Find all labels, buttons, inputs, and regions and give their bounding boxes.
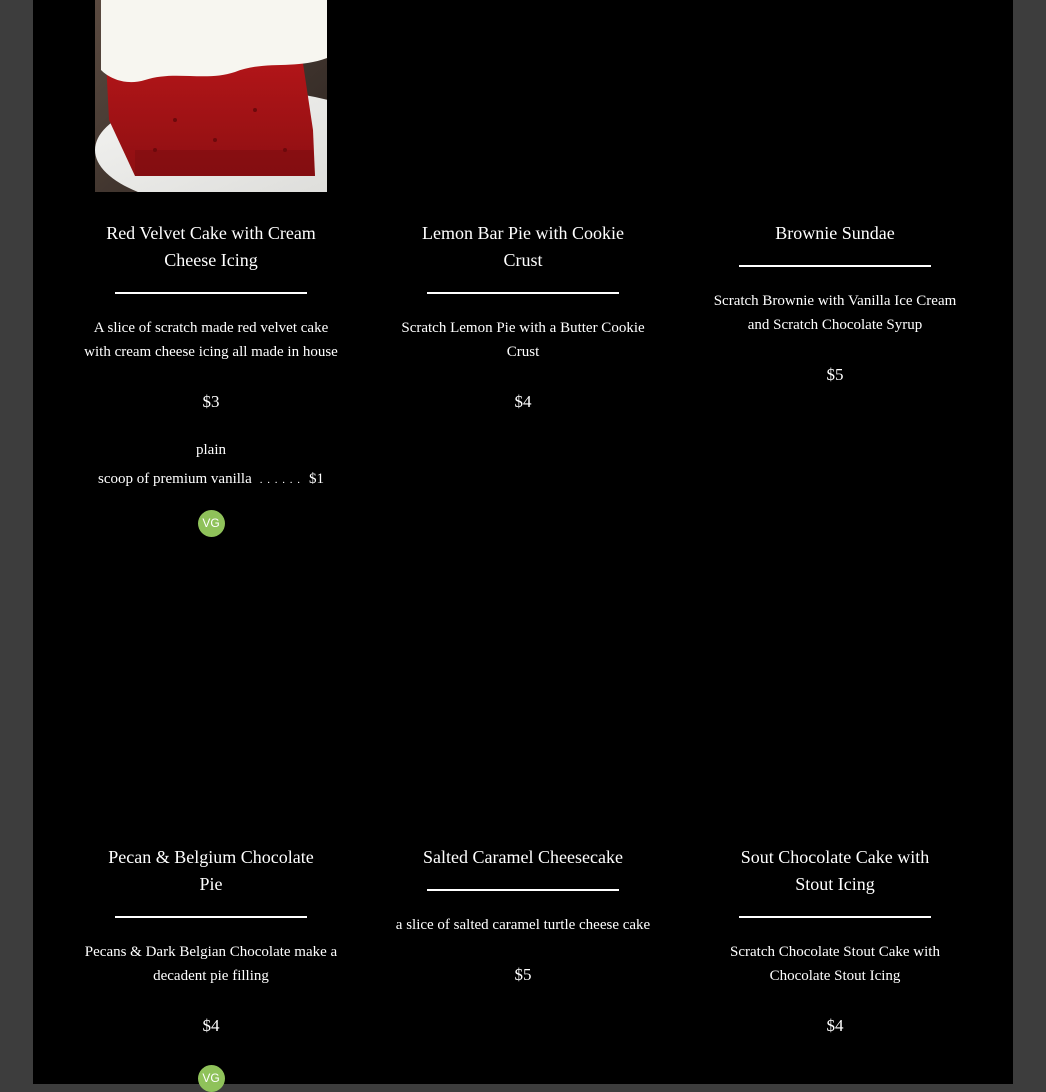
item-description: Scratch Chocolate Stout Cake with Chocolate Stout Icing bbox=[730, 944, 940, 984]
red-velvet-cake-image bbox=[95, 0, 327, 192]
menu-item-lemon-bar-pie bbox=[393, 220, 653, 414]
title-divider bbox=[115, 292, 307, 294]
title-divider bbox=[115, 916, 307, 918]
item-title: Lemon Bar Pie with Cookie Crust bbox=[422, 223, 624, 270]
item-description: Scratch Lemon Pie with a Butter Cookie Crust bbox=[401, 320, 645, 360]
title-divider bbox=[427, 292, 619, 294]
item-description: Scratch Brownie with Vanilla Ice Cream and Scratch Chocolate Syrup bbox=[713, 293, 957, 333]
item-title: Red Velvet Cake with Cream Cheese Icing bbox=[106, 223, 316, 270]
vegetarian-badge-icon: VG bbox=[198, 1065, 225, 1092]
item-price: $5 bbox=[826, 365, 844, 384]
menu-page bbox=[33, 0, 1013, 1084]
menu-item-pecan-pie bbox=[81, 844, 341, 1092]
item-price: $4 bbox=[514, 392, 532, 411]
item-price: $4 bbox=[826, 1016, 844, 1035]
item-title: Salted Caramel Cheesecake bbox=[423, 847, 623, 867]
title-divider bbox=[739, 916, 931, 918]
item-title: Sout Chocolate Cake with Stout Icing bbox=[740, 847, 930, 894]
menu-item-brownie-sundae bbox=[705, 220, 965, 387]
addon-price: $1 bbox=[308, 471, 324, 487]
vegetarian-badge-icon: VG bbox=[198, 510, 225, 537]
item-price: $4 bbox=[202, 1016, 220, 1035]
item-description: Pecans & Dark Belgian Chocolate make a decadent pie filling bbox=[84, 944, 338, 984]
item-description: a slice of salted caramel turtle cheese cake bbox=[395, 917, 651, 933]
variant-label: plain bbox=[196, 442, 226, 458]
addon-label: scoop of premium vanilla bbox=[98, 471, 252, 487]
title-divider bbox=[427, 889, 619, 891]
item-title: Brownie Sundae bbox=[775, 223, 895, 243]
item-description: A slice of scratch made red velvet cake with cream cheese icing all made in house bbox=[84, 320, 338, 360]
menu-item-stout-chocolate-cake bbox=[705, 844, 965, 1038]
item-price: $5 bbox=[514, 965, 532, 984]
item-price: $3 bbox=[202, 392, 220, 411]
item-title: Pecan & Belgium Chocolate Pie bbox=[108, 847, 314, 894]
addon-dots: . . . . . . bbox=[259, 474, 301, 486]
addon-row bbox=[81, 469, 341, 490]
menu-item-red-velvet bbox=[81, 220, 341, 537]
title-divider bbox=[739, 265, 931, 267]
menu-item-salted-caramel-cheesecake bbox=[393, 844, 653, 987]
